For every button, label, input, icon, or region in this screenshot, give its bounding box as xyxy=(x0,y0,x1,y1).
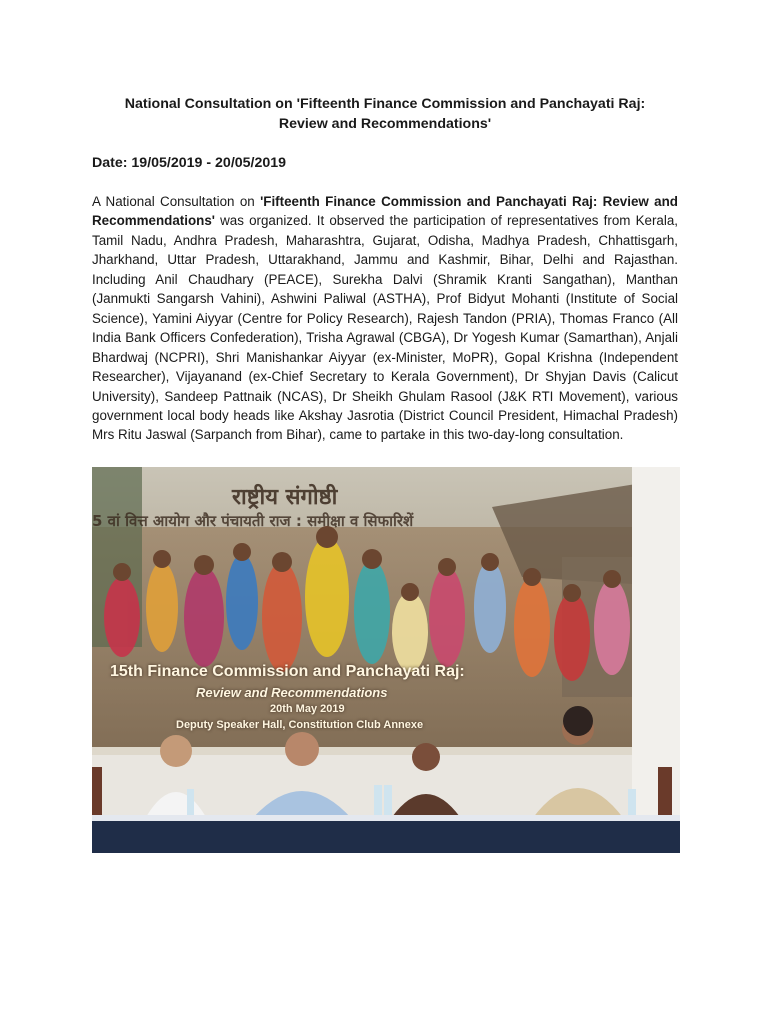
banner-hindi-subtitle: 5 वां वित्त आयोग और पंचायती राज : समीक्षा व सिफारिशें xyxy=(92,512,414,530)
banner-english-title: 15th Finance Commission and Panchayati Raj: xyxy=(110,663,465,680)
banner-hindi-title: राष्ट्रीय संगोष्ठी xyxy=(232,485,338,510)
body-bold-title: 'Fifteenth Finance Commission and Panchayati Raj: Review and Recommendations' xyxy=(92,194,678,229)
body-rest: was organized. It observed the participation of representatives from Kerala, Tamil Nadu, Andhra Pradesh, Maharashtra, Gujarat, Odisha, Madhya Pradesh, Chhattisgarh, Jharkhand, Uttar Pradesh, Uttarakhand, Jammu and Kashmir, Bihar, Delhi and Rajasthan. Including Anil Chaudhary (PEACE), Surekha Dalvi (Shramik Kranti Sangathan), Manthan (Janmukti Sangarsh Vahini), Ashwini Paliwal (ASTHA), Prof Bidyut Mohanti (Institute of Social Science), Yamini Aiyyar (Centre for Policy Research), Rajesh Tandon (PRIA), Thomas Franco (All India Bank Officers Confederation), Trisha Agrawal (CBGA), Dr Yogesh Kumar (Samarthan), Anjali Bhardwaj (NCPRI), Shri Manishankar Aiyyar (ex-Minister, MoPR), Gopal Krishna (Independent Researcher), Vijayanand (ex-Chief Secretary to Kerala Government), Dr Shyjan Davis (Calicut University), Sandeep Pattnaik (NCAS), Dr Sheikh Ghulam Rasool (J&K RTI Movement), various government local body heads like Akshay Jasrotia (District Council President, Himachal Pradesh) Mrs Ritu Jaswal (Sarpanch from Bihar), came to partake in this two-day-long consultation. xyxy=(92,213,678,443)
banner-date: 20th May 2019 xyxy=(270,703,345,715)
event-date: Date: 19/05/2019 - 20/05/2019 xyxy=(92,155,287,171)
title-line-1: National Consultation on 'Fifteenth Finance Commission and Panchayati Raj: xyxy=(124,96,646,112)
banner-venue: Deputy Speaker Hall, Constitution Club Annexe xyxy=(176,719,424,731)
event-photo xyxy=(92,467,680,853)
document-title xyxy=(92,94,678,134)
banner-english-subtitle: Review and Recommendations xyxy=(196,685,388,700)
title-line-2: Review and Recommendations' xyxy=(278,116,492,132)
body-intro: A National Consultation on xyxy=(92,194,261,209)
body-paragraph xyxy=(92,192,678,445)
